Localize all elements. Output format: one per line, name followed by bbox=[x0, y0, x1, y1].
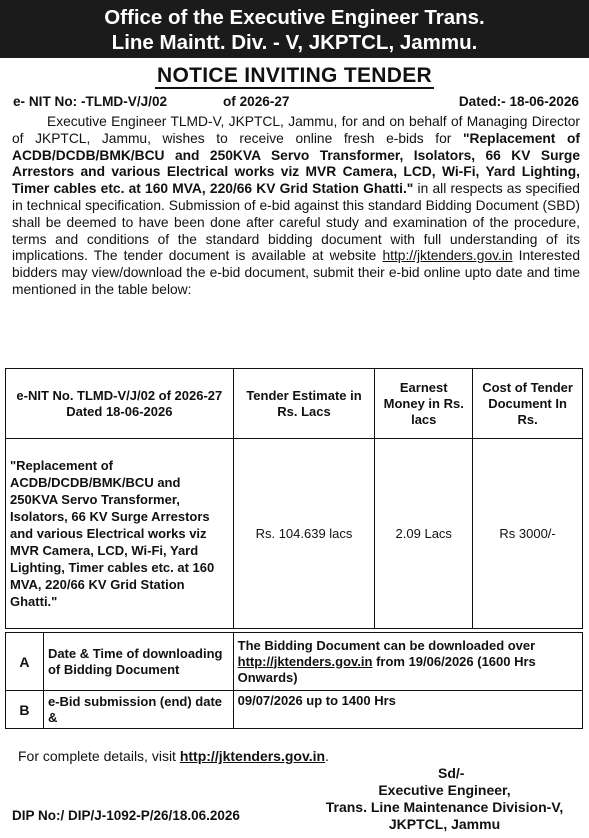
notice-body bbox=[12, 114, 580, 299]
office-header-line2: Line Maintt. Div. - V, JKPTCL, Jammu. bbox=[111, 31, 478, 54]
schedule-detail-a: The Bidding Document can be downloaded over http://jktenders.gov.in from 19/06/2026 (1600 Hrs Onwards) bbox=[233, 633, 582, 691]
body-website-link[interactable]: http://jktenders.gov.in bbox=[382, 248, 513, 264]
header-cost: Cost of Tender Document In Rs. bbox=[473, 369, 583, 439]
signatory-block bbox=[300, 782, 589, 833]
header-estimate: Tender Estimate in Rs. Lacs bbox=[233, 369, 375, 439]
schedule-row-a bbox=[6, 633, 583, 691]
work-description: "Replacement of ACDB/DCDB/BMK/BCU and 250KVA Servo Transformer, Isolators, 66 KV Surge Arrestors and various Electrical works viz MVR Camera, LCD, Wi-Fi, Yard Lighting, Timer cables etc. at 160 MVA, 220/66 KV Grid Station Ghatti." bbox=[6, 439, 234, 629]
download-link[interactable]: http://jktenders.gov.in bbox=[237, 653, 373, 669]
body-after-work: in all respects as specified in technical specification. Submission of e-bid against this standard Bidding Document (SBD) shall be deemed to have been done after careful study and examination of the procedure, terms and conditions of the standard bidding document with full understanding of its implications. The tender document is available at website bbox=[12, 181, 580, 264]
schedule-detail-b: 09/07/2026 up to 1400 Hrs bbox=[233, 691, 582, 729]
notice-title: NOTICE INVITING TENDER bbox=[157, 64, 432, 87]
schedule-row-b bbox=[6, 691, 583, 729]
body-closing: Interested bidders may view/download the e-bid document, submit their e-bid online upto date and time mentioned in the table below: bbox=[12, 248, 580, 297]
footer-details: For complete details, visit http://jktenders.gov.in. bbox=[18, 748, 329, 764]
header-earnest: Earnest Money in Rs. lacs bbox=[375, 369, 473, 439]
earnest-value: 2.09 Lacs bbox=[375, 439, 473, 629]
office-header bbox=[0, 0, 589, 58]
office-header-line1: Office of the Executive Engineer Trans. bbox=[104, 6, 485, 29]
schedule-table bbox=[5, 632, 583, 729]
schedule-item-b: e-Bid submission (end) date & bbox=[43, 691, 233, 729]
dip-number: DIP No:/ DIP/J-1092-P/26/18.06.2026 bbox=[12, 808, 240, 823]
nit-year: of 2026-27 bbox=[223, 94, 290, 109]
footer-website-link[interactable]: http://jktenders.gov.in bbox=[179, 748, 326, 764]
estimate-value: Rs. 104.639 lacs bbox=[233, 439, 375, 629]
header-nit: e-NIT No. TLMD-V/J/02 of 2026-27 Dated 18-06-2026 bbox=[6, 369, 234, 439]
signature-sd: Sd/- bbox=[438, 765, 465, 781]
schedule-item-a: Date & Time of downloading of Bidding Document bbox=[43, 633, 233, 691]
cost-value: Rs 3000/- bbox=[473, 439, 583, 629]
schedule-label-b: B bbox=[6, 691, 44, 729]
body-intro: Executive Engineer TLMD-V, JKPTCL, Jammu, for and on behalf of Managing Director of JKPTCL, Jammu, wishes to receive online fresh e-bids for bbox=[12, 114, 580, 146]
tender-table-header bbox=[6, 369, 583, 439]
nit-number: e- NIT No: -TLMD-V/J/02 bbox=[13, 94, 168, 109]
signatory-title: Executive Engineer, bbox=[378, 782, 511, 798]
table-row bbox=[6, 439, 583, 629]
signatory-org: JKPTCL, Jammu bbox=[388, 816, 501, 832]
body-work: "Replacement of ACDB/DCDB/BMK/BCU and 250KVA Servo Transformer, Isolators, 66 KV Surge Arrestors and various Electrical works viz MVR Camera, LCD, Wi-Fi, Yard Lighting, Timer cables etc. at 160 MVA, 220/66 KV Grid Station Ghatti." bbox=[12, 130, 580, 197]
tender-table bbox=[5, 368, 583, 629]
schedule-label-a: A bbox=[6, 633, 44, 691]
nit-dated: Dated:- 18-06-2026 bbox=[458, 94, 579, 109]
signatory-division: Trans. Line Maintenance Division-V, bbox=[325, 799, 564, 815]
